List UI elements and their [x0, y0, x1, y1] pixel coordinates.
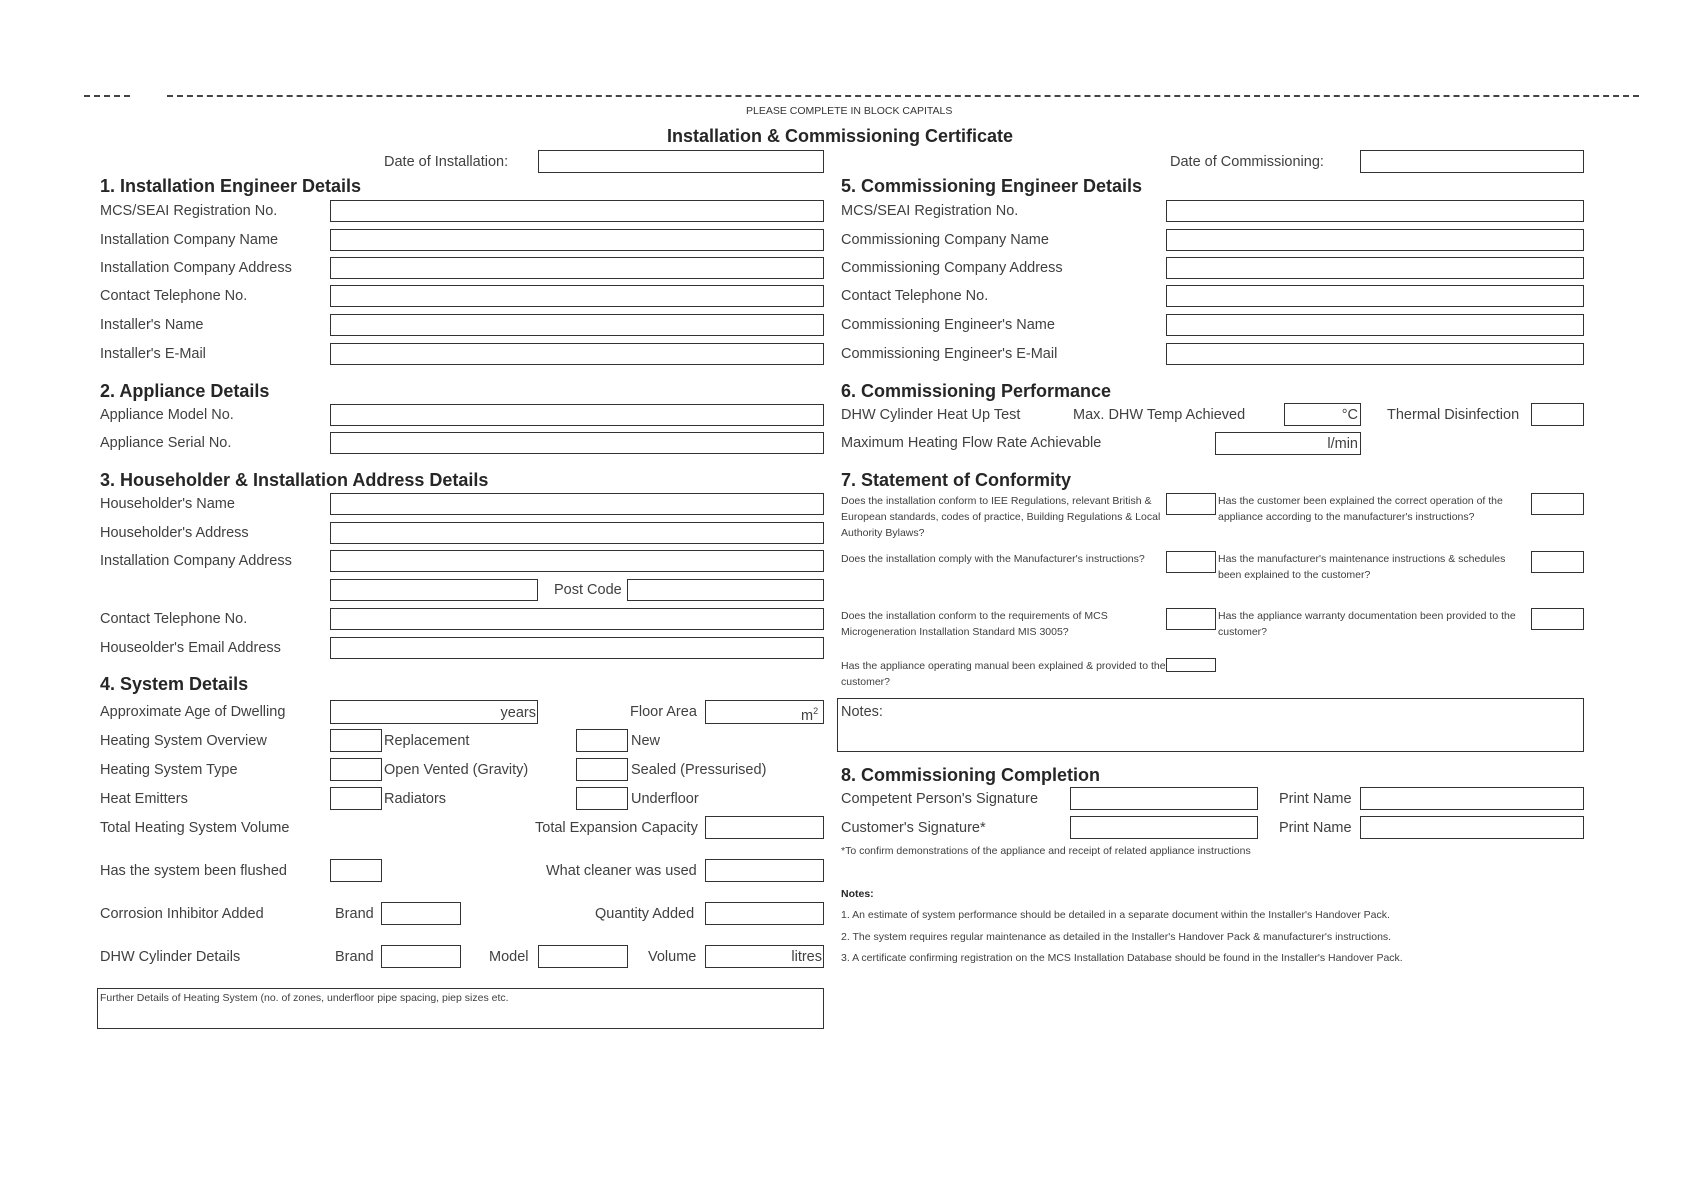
section-5-title: 5. Commissioning Engineer Details [841, 176, 1143, 196]
s1-installer-name-input[interactable] [330, 314, 824, 336]
s1-company-address-input[interactable] [330, 257, 824, 279]
s5-mcs-input[interactable] [1166, 200, 1584, 222]
date-installation-input[interactable] [538, 150, 824, 173]
s4-radiators-checkbox[interactable] [330, 787, 382, 810]
s4-volume-label: Total Heating System Volume [100, 820, 290, 836]
s8-customer-signature-input[interactable] [1070, 816, 1258, 839]
s4-new-checkbox[interactable] [576, 729, 628, 752]
s3-install-address-input[interactable] [330, 550, 824, 572]
s1-company-address-label: Installation Company Address [100, 260, 292, 276]
s4-flushed-label: Has the system been flushed [100, 863, 287, 879]
s8-customer-print-label: Print Name [1279, 820, 1352, 836]
s4-emitters-label: Heat Emitters [100, 791, 188, 807]
s3-phone-input[interactable] [330, 608, 824, 630]
s7-q7-label: Has the appliance operating manual been explained & provided to the customer? [841, 660, 1166, 688]
s7-q5-label: Does the installation conform to the requirements of MCS Microgeneration Installation Standard MIS 3005? [841, 610, 1108, 638]
date-installation-label: Date of Installation: [384, 154, 509, 170]
section-8-title: 8. Commissioning Completion [841, 765, 1101, 785]
s2-serial-label: Appliance Serial No. [100, 435, 232, 451]
s1-mcs-input[interactable] [330, 200, 824, 222]
date-commissioning-label: Date of Commissioning: [1170, 154, 1324, 170]
s3-name-input[interactable] [330, 493, 824, 515]
s4-cleaner-input[interactable] [705, 859, 824, 882]
s4-cylinder-model-label: Model [489, 949, 529, 965]
s5-phone-label: Contact Telephone No. [841, 288, 989, 304]
s6-max-temp-label: Max. DHW Temp Achieved [1073, 407, 1246, 423]
section-3-title: 3. Householder & Installation Address Details [100, 470, 489, 490]
s7-q6-input[interactable] [1531, 608, 1584, 630]
s3-address-label: Householder's Address [100, 525, 249, 541]
s2-model-input[interactable] [330, 404, 824, 426]
s7-q3-input[interactable] [1166, 551, 1216, 573]
s4-cylinder-label: DHW Cylinder Details [100, 949, 241, 965]
s7-q1-input[interactable] [1166, 493, 1216, 515]
s6-dhw-test-label: DHW Cylinder Heat Up Test [841, 407, 1021, 423]
s1-email-input[interactable] [330, 343, 824, 365]
s5-company-name-input[interactable] [1166, 229, 1584, 251]
s8-competent-print-label: Print Name [1279, 791, 1352, 807]
s8-customer-label: Customer's Signature* [841, 820, 986, 836]
section-1-title: 1. Installation Engineer Details [100, 176, 362, 196]
s4-years-unit: years [500, 705, 536, 721]
s4-inhibitor-brand-label: Brand [335, 906, 374, 922]
s8-competent-signature-input[interactable] [1070, 787, 1258, 810]
s7-notes-input[interactable] [837, 698, 1584, 752]
s8-note-3: 3. A certificate confirming registration on the MCS Installation Database should be found in the Installer's Handover Pack. [841, 952, 1403, 964]
s8-competent-label: Competent Person's Signature [841, 791, 1039, 807]
s4-underfloor-checkbox[interactable] [576, 787, 628, 810]
s1-mcs-label: MCS/SEAI Registration No. [100, 203, 278, 219]
s2-model-label: Appliance Model No. [100, 407, 234, 423]
s5-email-input[interactable] [1166, 343, 1584, 365]
s4-cylinder-model-input[interactable] [538, 945, 628, 968]
s4-cylinder-volume-label: Volume [648, 949, 697, 965]
s4-age-label: Approximate Age of Dwelling [100, 704, 286, 720]
s7-q4-input[interactable] [1531, 551, 1584, 573]
s4-floor-area-label: Floor Area [630, 704, 697, 720]
s5-company-address-input[interactable] [1166, 257, 1584, 279]
s1-installer-name-label: Installer's Name [100, 317, 204, 333]
s4-overview-label: Heating System Overview [100, 733, 267, 749]
s3-name-label: Householder's Name [100, 496, 235, 512]
section-7-title: 7. Statement of Conformity [841, 470, 1072, 490]
s3-postcode-label: Post Code [554, 582, 622, 598]
s6-flow-rate-label: Maximum Heating Flow Rate Achievable [841, 435, 1102, 451]
s4-type-label: Heating System Type [100, 762, 238, 778]
s3-email-label: Houseolder's Email Address [100, 640, 281, 656]
s8-confirm-note: *To confirm demonstrations of the appliance and receipt of related appliance instructions [841, 845, 1251, 857]
s1-company-name-input[interactable] [330, 229, 824, 251]
s7-q2-label: Has the customer been explained the correct operation of the appliance according to the manufacturer's instructions? [1218, 495, 1503, 523]
s1-company-name-label: Installation Company Name [100, 232, 279, 248]
s4-sealed-label: Sealed (Pressurised) [631, 762, 767, 778]
s6-l-min-unit: l/min [1327, 436, 1358, 452]
s4-replacement-checkbox[interactable] [330, 729, 382, 752]
s5-email-label: Commissioning Engineer's E-Mail [841, 346, 1058, 362]
s4-expansion-label: Total Expansion Capacity [535, 820, 698, 836]
s7-q1-label: Does the installation conform to IEE Regulations, relevant British & European standards, codes of practice, Building Regulations & Local Authority Bylaws? [841, 495, 1161, 539]
section-2-title: 2. Appliance Details [100, 381, 270, 401]
s5-company-address-label: Commissioning Company Address [841, 260, 1063, 276]
s4-sealed-checkbox[interactable] [576, 758, 628, 781]
s4-cylinder-brand-input[interactable] [381, 945, 461, 968]
s4-m-text: m [801, 707, 814, 724]
s1-email-label: Installer's E-Mail [100, 346, 206, 362]
s6-thermal-input[interactable] [1531, 403, 1584, 426]
s8-notes-title: Notes: [841, 888, 874, 900]
s7-q3-label: Does the installation comply with the Manufacturer's instructions? [841, 553, 1145, 565]
s6-deg-c-unit: °C [1341, 407, 1358, 423]
s3-address-line2-input[interactable] [330, 579, 538, 601]
s4-litres-unit: litres [791, 949, 822, 965]
section-6-title: 6. Commissioning Performance [841, 381, 1112, 401]
s3-postcode-input[interactable] [627, 579, 824, 601]
s3-phone-label: Contact Telephone No. [100, 611, 248, 627]
s8-note-1: 1. An estimate of system performance should be detailed in a separate document within the Installer's Handover Pack. [841, 909, 1390, 921]
s1-phone-label: Contact Telephone No. [100, 288, 248, 304]
s4-open-vented-checkbox[interactable] [330, 758, 382, 781]
s4-further-details-label: Further Details of Heating System (no. of zones, underfloor pipe spacing, piep sizes etc. [100, 992, 509, 1004]
s4-underfloor-label: Underfloor [631, 791, 699, 807]
s3-address-input[interactable] [330, 522, 824, 544]
date-commissioning-input[interactable] [1360, 150, 1584, 173]
s4-quantity-label: Quantity Added [595, 906, 695, 922]
s4-inhibitor-label: Corrosion Inhibitor Added [100, 906, 264, 922]
s7-q5-input[interactable] [1166, 608, 1216, 630]
s5-company-name-label: Commissioning Company Name [841, 232, 1049, 248]
s7-q4-label: Has the manufacturer's maintenance instructions & schedules been explained to the customer? [1218, 553, 1506, 581]
s5-engineer-name-input[interactable] [1166, 314, 1584, 336]
s3-email-input[interactable] [330, 637, 824, 659]
s3-install-address-label: Installation Company Address [100, 553, 292, 569]
block-capitals-instruction: PLEASE COMPLETE IN BLOCK CAPITALS [746, 105, 953, 117]
s5-mcs-label: MCS/SEAI Registration No. [841, 203, 1019, 219]
s6-thermal-label: Thermal Disinfection [1387, 407, 1520, 423]
section-4-title: 4. System Details [100, 674, 249, 694]
cut-line-short [84, 95, 130, 97]
s4-flushed-input[interactable] [330, 859, 382, 882]
s4-replacement-label: Replacement [384, 733, 470, 749]
s4-cleaner-label: What cleaner was used [546, 863, 697, 879]
s8-note-2: 2. The system requires regular maintenance as detailed in the Installer's Handover Pack & manufacturer's instructions. [841, 931, 1392, 943]
form-title: Installation & Commissioning Certificate [667, 126, 1014, 146]
s7-notes-label: Notes: [841, 704, 883, 720]
s2-serial-input[interactable] [330, 432, 824, 454]
s7-q7-input[interactable] [1166, 658, 1216, 672]
s4-inhibitor-brand-input[interactable] [381, 902, 461, 925]
s4-new-label: New [631, 733, 661, 749]
s5-phone-input[interactable] [1166, 285, 1584, 307]
s4-squared: 2 [813, 706, 819, 716]
cut-line [167, 95, 1639, 97]
s4-cylinder-brand-label: Brand [335, 949, 374, 965]
s4-m2-unit [801, 702, 818, 725]
s4-quantity-input[interactable] [705, 902, 824, 925]
s7-q6-label: Has the appliance warranty documentation been provided to the customer? [1218, 610, 1516, 638]
s7-q2-input[interactable] [1531, 493, 1584, 515]
s4-open-vented-label: Open Vented (Gravity) [384, 762, 529, 778]
s5-engineer-name-label: Commissioning Engineer's Name [841, 317, 1055, 333]
s4-expansion-input[interactable] [705, 816, 824, 839]
s8-customer-print-input[interactable] [1360, 816, 1584, 839]
s4-radiators-label: Radiators [384, 791, 447, 807]
s8-competent-print-input[interactable] [1360, 787, 1584, 810]
s1-phone-input[interactable] [330, 285, 824, 307]
